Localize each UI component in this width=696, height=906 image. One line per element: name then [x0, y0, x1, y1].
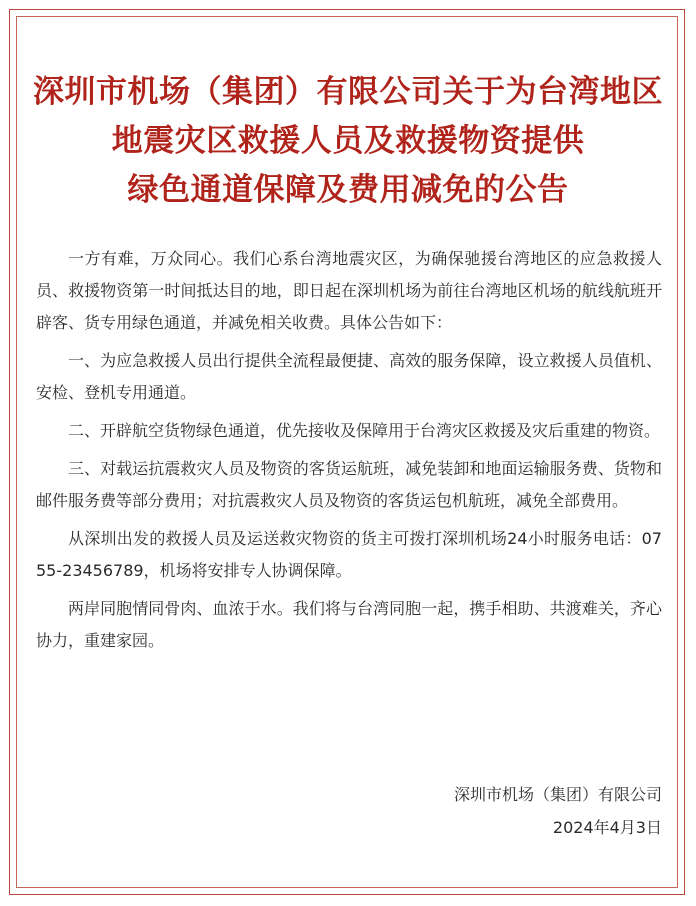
item-three-paragraph: 三、对载运抗震救灾人员及物资的客货运航班，减免装卸和地面运输服务费、货物和邮件服务费等部分费用；对抗震救灾人员及物资的客货运包机航班，减免全部费用。: [36, 459, 662, 510]
title-line-2: 地震灾区救援人员及救援物资提供: [111, 123, 585, 159]
title-line-3: 绿色通道保障及费用减免的公告: [127, 172, 569, 208]
announcement-body: [36, 243, 662, 657]
intro-paragraph: 一方有难，万众同心。我们心系台湾地震灾区，为确保驰援台湾地区的应急救援人员、救援物资第一时间抵达目的地，即日起在深圳机场为前往台湾地区机场的航线航班开辟客、货专用绿色通道，并减免相关收费。具体公告如下：: [36, 249, 662, 332]
signature-organization: 深圳市机场（集团）有限公司: [453, 785, 662, 804]
item-two-paragraph: 二、开辟航空货物绿色通道，优先接收及保障用于台湾灾区救援及灾后重建的物资。: [68, 421, 661, 440]
hotline-paragraph: 从深圳出发的救援人员及运送救灾物资的货主可拨打深圳机场24小时服务电话：0755-23456789，机场将安排专人协调保障。: [36, 529, 662, 580]
item-one-paragraph: 一、为应急救援人员出行提供全流程最便捷、高效的服务保障，设立救援人员值机、安检、登机专用通道。: [36, 351, 662, 402]
title-line-1: 深圳市机场（集团）有限公司关于为台湾地区: [33, 74, 663, 110]
signature-date: 2024年4月3日: [552, 818, 662, 837]
announcement-title: [0, 68, 696, 215]
closing-paragraph: 两岸同胞情同骨肉、血浓于水。我们将与台湾同胞一起，携手相助、共渡难关，齐心协力，重建家园。: [36, 599, 662, 650]
